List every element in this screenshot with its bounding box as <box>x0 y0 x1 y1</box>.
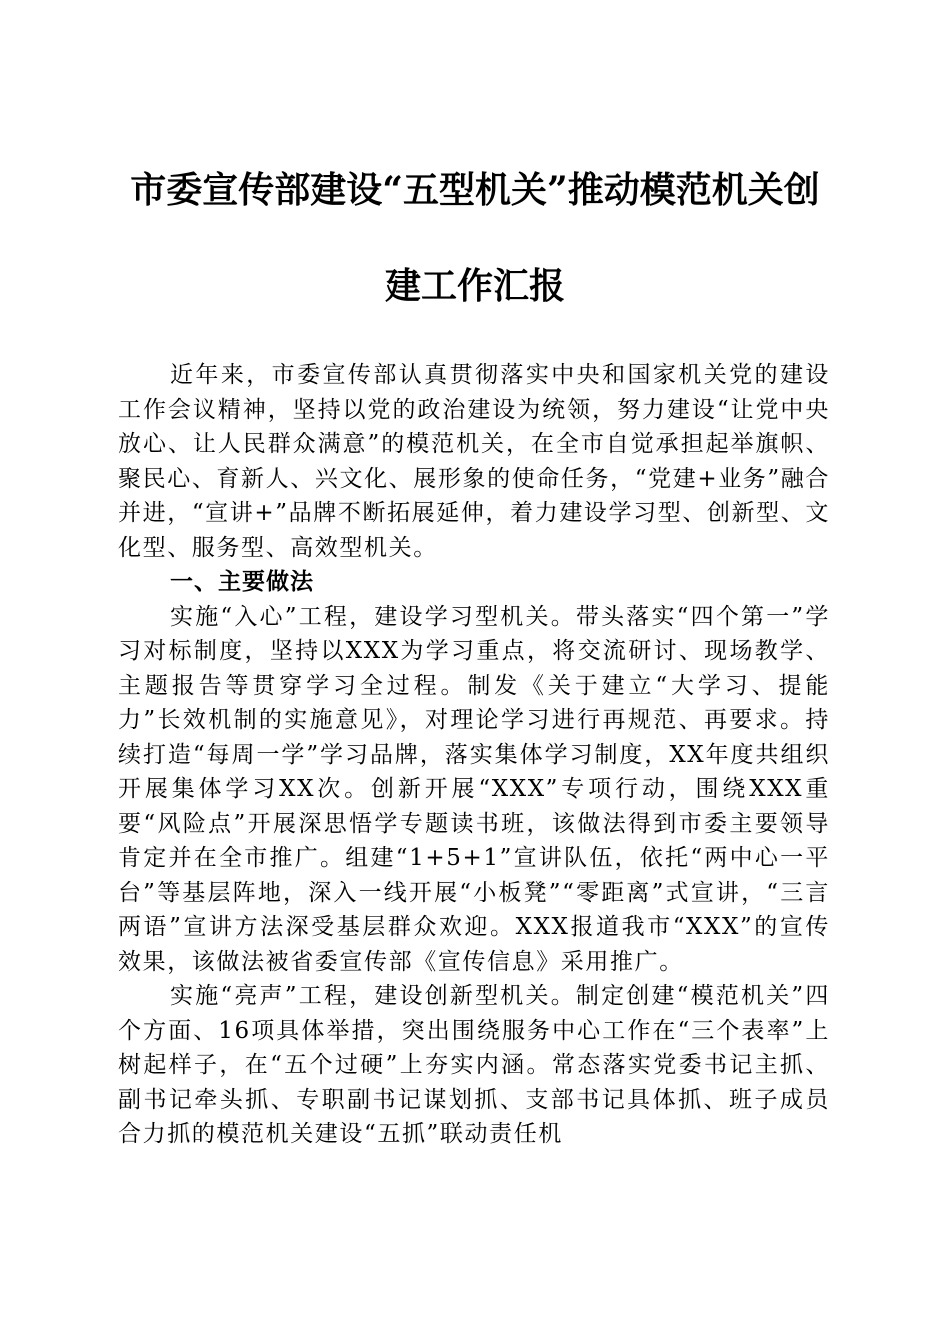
section-heading-main-practices: 一、主要做法 <box>170 569 314 595</box>
intro-paragraph: 近年来，市委宣传部认真贯彻落实中央和国家机关党的建设工作会议精神，坚持以党的政治建设为统领，努力建设“让党中央放心、让人民群众满意”的模范机关，在全市自觉承担起举旗帜、聚民心、育新人、兴文化、展形象的使命任务，“党建+业务”融合并进，“宣讲+”品牌不断拓展延伸，着力建设学习型、创新型、文化型、服务型、高效型机关。 <box>118 362 830 561</box>
document-title-line-2: 建工作汇报 <box>384 265 565 307</box>
paragraph-learning-organ: 实施“入心”工程，建设学习型机关。带头落实“四个第一”学习对标制度，坚持以XXX为学习重点，将交流研讨、现场教学、主题报告等贯穿学习全过程。制发《关于建立“大学习、提能力”长效机制的实施意见》，对理论学习进行再规范、再要求。持续打造“每周一学”学习品牌，落实集体学习制度，XX年度共组织开展集体学习XX次。创新开展“XXX”专项行动，围绕XXX重要“风险点”开展深思悟学专题读书班，该做法得到市委主要领导肯定并在全市推广。组建“1+5+1”宣讲队伍，依托“两中心一平台”等基层阵地，深入一线开展“小板凳”“零距离”式宣讲，“三言两语”宣讲方法深受基层群众欢迎。XXX报道我市“XXX”的宣传效果，该做法被省委宣传部《宣传信息》采用推广。 <box>118 603 830 975</box>
document-body <box>118 358 830 1152</box>
paragraph-innovative-organ: 实施“亮声”工程，建设创新型机关。制定创建“模范机关”四个方面、16项具体举措，突出围绕服务中心工作在“三个表率”上树起样子，在“五个过硬”上夯实内涵。常态落实党委书记主抓、副书记牵头抓、专职副书记谋划抓、支部书记具体抓、班子成员合力抓的模范机关建设“五抓”联动责任机 <box>118 983 830 1147</box>
document-title-line-1: 市委宣传部建设“五型机关”推动模范机关创 <box>130 169 820 211</box>
